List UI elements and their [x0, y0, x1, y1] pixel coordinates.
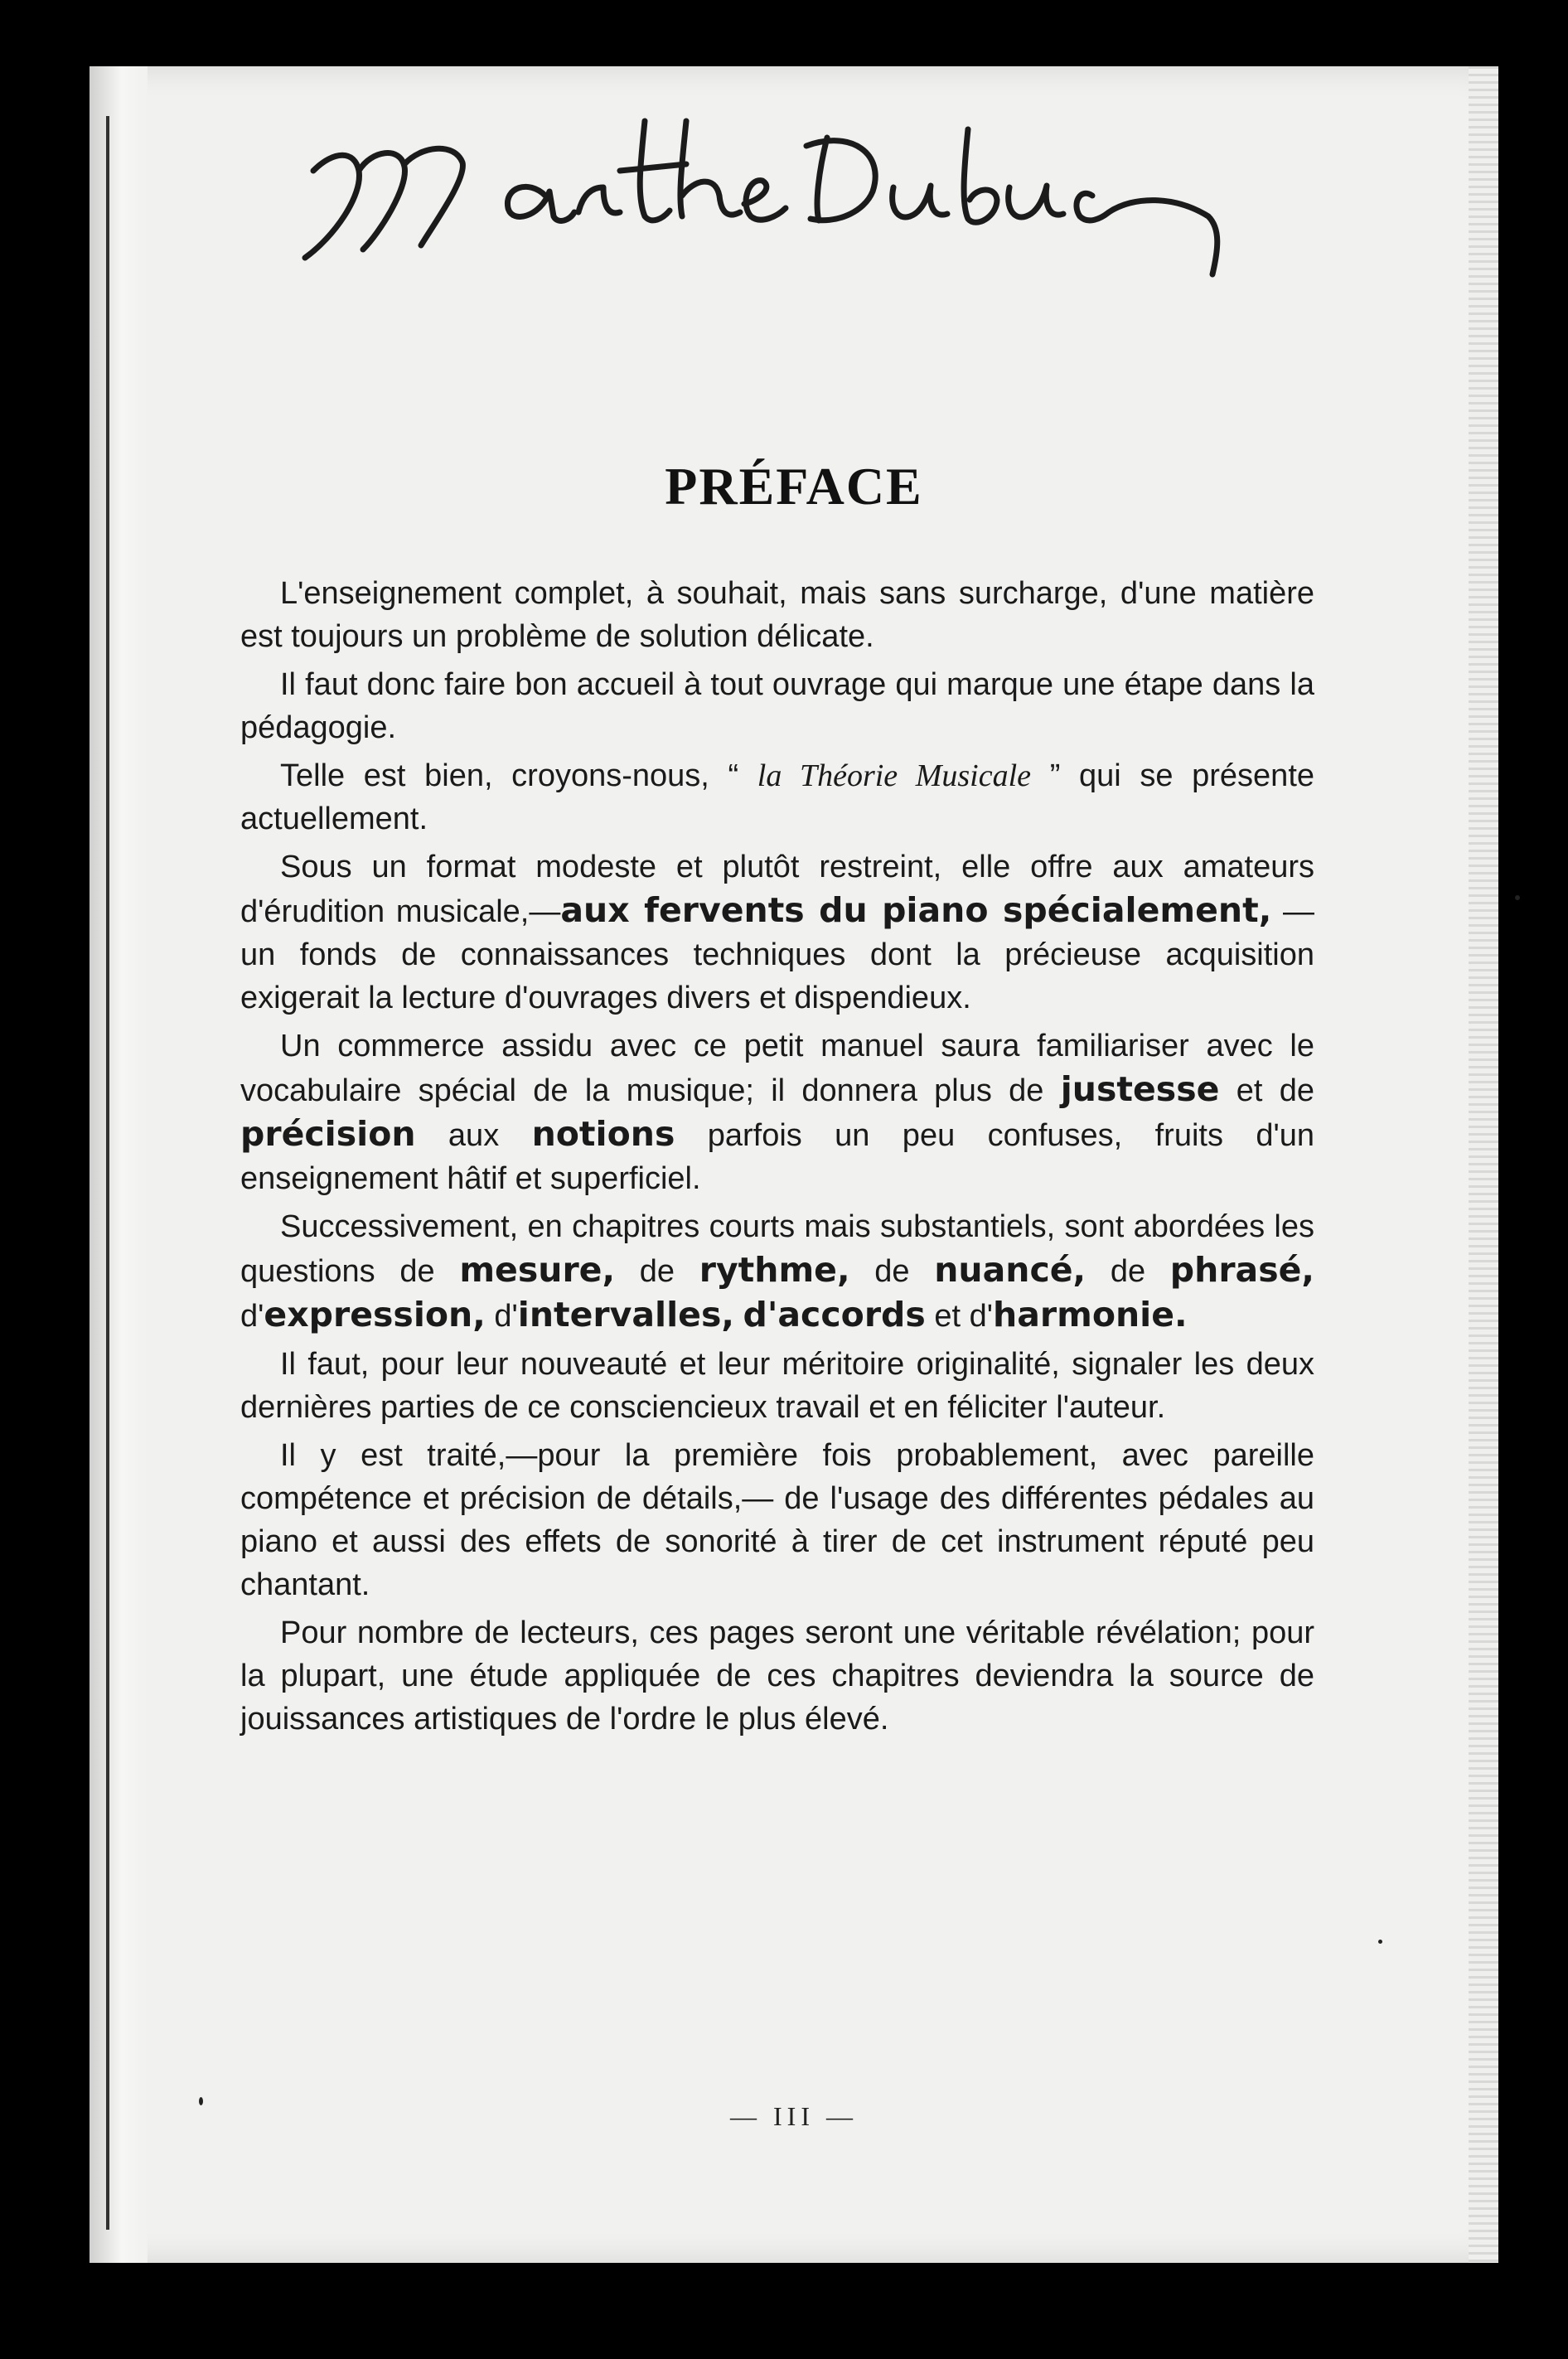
text-run: Successivement, en chapitres courts mais substantiels, sont abordées les questions de [240, 1209, 1314, 1289]
bold-term: aux fervents du piano spécialement, [560, 890, 1272, 930]
bold-term: précision [240, 1114, 416, 1154]
bold-term: phrasé, [1169, 1250, 1315, 1290]
paragraph [240, 1611, 1314, 1741]
bold-term: justesse [1060, 1069, 1220, 1109]
document-page [90, 66, 1498, 2263]
italic-title: la Théorie Musicale [757, 758, 1032, 793]
paragraph [240, 754, 1314, 840]
page-edge [1469, 66, 1498, 2263]
text-run: Il y est traité,—pour la première fois probablement, avec pareille compétence et précision de détails,— de l'usage des différentes pédales au piano et aussi des effets de sonorité à tirer de cet instrument réputé peu chantant. [240, 1438, 1314, 1602]
binding-edge [106, 116, 109, 2230]
paragraph [240, 1205, 1314, 1338]
bold-term: harmonie. [993, 1295, 1188, 1335]
preface-body [240, 572, 1314, 1746]
text-run: de [615, 1254, 699, 1289]
bold-term: rythme, [699, 1250, 850, 1290]
text-run: ” qui se présente actuellement. [240, 758, 1315, 836]
bold-term: intervalles, [517, 1295, 734, 1335]
text-run: parfois un peu confuses, fruits d'un enseignement hâtif et superficiel. [240, 1118, 1314, 1196]
bold-term: notions [531, 1114, 675, 1154]
text-run: d' [485, 1299, 518, 1334]
bold-term: nuancé, [934, 1250, 1086, 1290]
page-title: PRÉFACE [665, 457, 923, 516]
text-run: Il faut donc faire bon accueil à tout ouvrage qui marque une étape dans la pédagogie. [240, 667, 1314, 745]
text-run: et d' [925, 1299, 994, 1334]
text-run: Pour nombre de lecteurs, ces pages seront une véritable révélation; pour la plupart, une étude appliquée de ces chapitres deviendra la source de jouissances artistiques de l'ordre le plus élevé. [240, 1615, 1314, 1737]
bold-term: mesure, [459, 1250, 616, 1290]
paragraph [240, 1343, 1314, 1429]
scan-speck [1378, 1940, 1382, 1944]
text-run [734, 1299, 743, 1334]
text-run: de [849, 1254, 935, 1289]
text-run: Sous un format modeste et plutôt restreint, elle offre aux amateurs d'érudition musicale,— [240, 850, 1314, 929]
text-run: Telle est bien, croyons-nous, “ [280, 758, 757, 793]
text-run: L'enseignement complet, à souhait, mais sans surcharge, d'une matière est toujours un problème de solution délicate. [240, 576, 1314, 654]
bold-term: d'accords [743, 1295, 926, 1335]
text-run: de [1086, 1254, 1170, 1289]
text-run: et de [1219, 1073, 1314, 1108]
scan-speck [1515, 895, 1520, 900]
paragraph [240, 1434, 1314, 1606]
text-run: aux [415, 1118, 532, 1153]
page-number: — III — [730, 2101, 858, 2131]
text-run: Il faut, pour leur nouveauté et leur méritoire originalité, signaler les deux dernières parties de ce consciencieux travail et en féliciter l'auteur. [240, 1347, 1314, 1425]
handwritten-signature [255, 71, 1233, 279]
paragraph [240, 1024, 1314, 1200]
text-run: d' [240, 1299, 264, 1334]
binding-shadow [90, 66, 148, 2263]
text-run: — un fonds de connaissances techniques dont la précieuse acquisition exigerait la lecture d'ouvrages divers et dispendieux. [240, 894, 1314, 1015]
bold-term: expression, [264, 1295, 486, 1335]
paragraph [240, 572, 1314, 658]
paragraph [240, 845, 1314, 1020]
paragraph [240, 663, 1314, 749]
text-run: Un commerce assidu avec ce petit manuel saura familiariser avec le vocabulaire spécial de la musique; il donnera plus de [240, 1029, 1314, 1108]
scan-speck [199, 2097, 203, 2105]
